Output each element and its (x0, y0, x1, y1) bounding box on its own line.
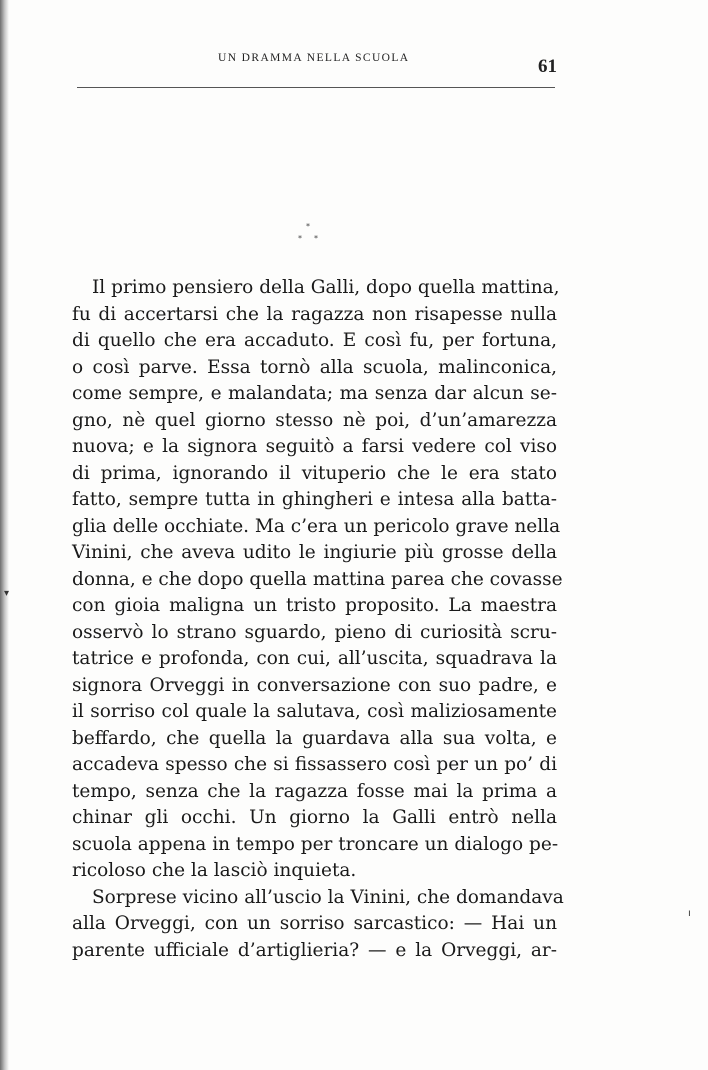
text-line: come sempre, e malandata; ma senza dar alcun se- (72, 383, 557, 404)
text-line: nuova; e la signora seguitò a farsi vedere col viso (72, 436, 557, 457)
text-line: alla Orveggi, con un sorriso sarcastico: — Hai un (72, 913, 557, 934)
text-line: Vinini, che aveva udito le ingiurie più grosse della (72, 542, 557, 563)
margin-speck: ı (688, 908, 691, 919)
text-line: osservò lo strano sguardo, pieno di curiosità scru- (72, 621, 557, 643)
text-line: con gioia maligna un tristo proposito. La maestra (72, 595, 557, 616)
asterism-star: * (306, 222, 310, 231)
section-asterism (298, 222, 322, 252)
text-line: Sorprese vicino all’uscio la Vinini, che domandava (92, 886, 564, 908)
text-line: tempo, senza che la ragazza fosse mai la prima a (72, 780, 557, 802)
text-line: chinar gli occhi. Un giorno la Galli entrò nella (72, 807, 557, 828)
body-text (72, 275, 564, 964)
asterism-star: * (298, 234, 302, 243)
text-line: accadeva spesso che si fissassero così per un po’ di (72, 754, 557, 775)
asterism-star: * (314, 234, 318, 243)
text-line: gno, nè quel giorno stesso nè poi, d’un’amarezza (72, 409, 557, 431)
text-line: donna, e che dopo quella mattina parea che covasse (72, 568, 563, 590)
header-rule (77, 87, 555, 88)
text-line: parente ufficiale d’artiglieria? — e la Orveggi, ar- (72, 939, 557, 961)
text-line: il sorriso col quale la salutava, così maliziosamente (72, 701, 557, 722)
page-binding-shadow (0, 0, 9, 1070)
text-line: o così parve. Essa tornò alla scuola, malinconica, (72, 356, 557, 378)
page-number: 61 (538, 56, 557, 77)
text-line: signora Orveggi in conversazione con suo padre, e (72, 674, 557, 696)
text-line: tatrice e profonda, con cui, all’uscita, squadrava la (72, 648, 557, 669)
text-line: Il primo pensiero della Galli, dopo quella mattina, (92, 277, 560, 298)
text-line: di prima, ignorando il vituperio che le era stato (72, 462, 557, 484)
running-title: UN DRAMMA NELLA SCUOLA (218, 52, 410, 64)
text-line: di quello che era accaduto. E così fu, per fortuna, (72, 330, 557, 351)
text-line: fatto, sempre tutta in ghingheri e intesa alla batta- (72, 489, 557, 510)
margin-speck: ▾ (4, 588, 10, 599)
text-line: glia delle occhiate. Ma c’era un pericolo grave nella (72, 515, 561, 537)
text-line: beffardo, che quella la guardava alla sua volta, e (72, 727, 557, 749)
text-line: ricoloso che la lasciò inquieta. (72, 860, 357, 881)
text-line: scuola appena in tempo per troncare un dialogo pe- (72, 833, 559, 855)
text-line: fu di accertarsi che la ragazza non risapesse nulla (72, 303, 557, 325)
